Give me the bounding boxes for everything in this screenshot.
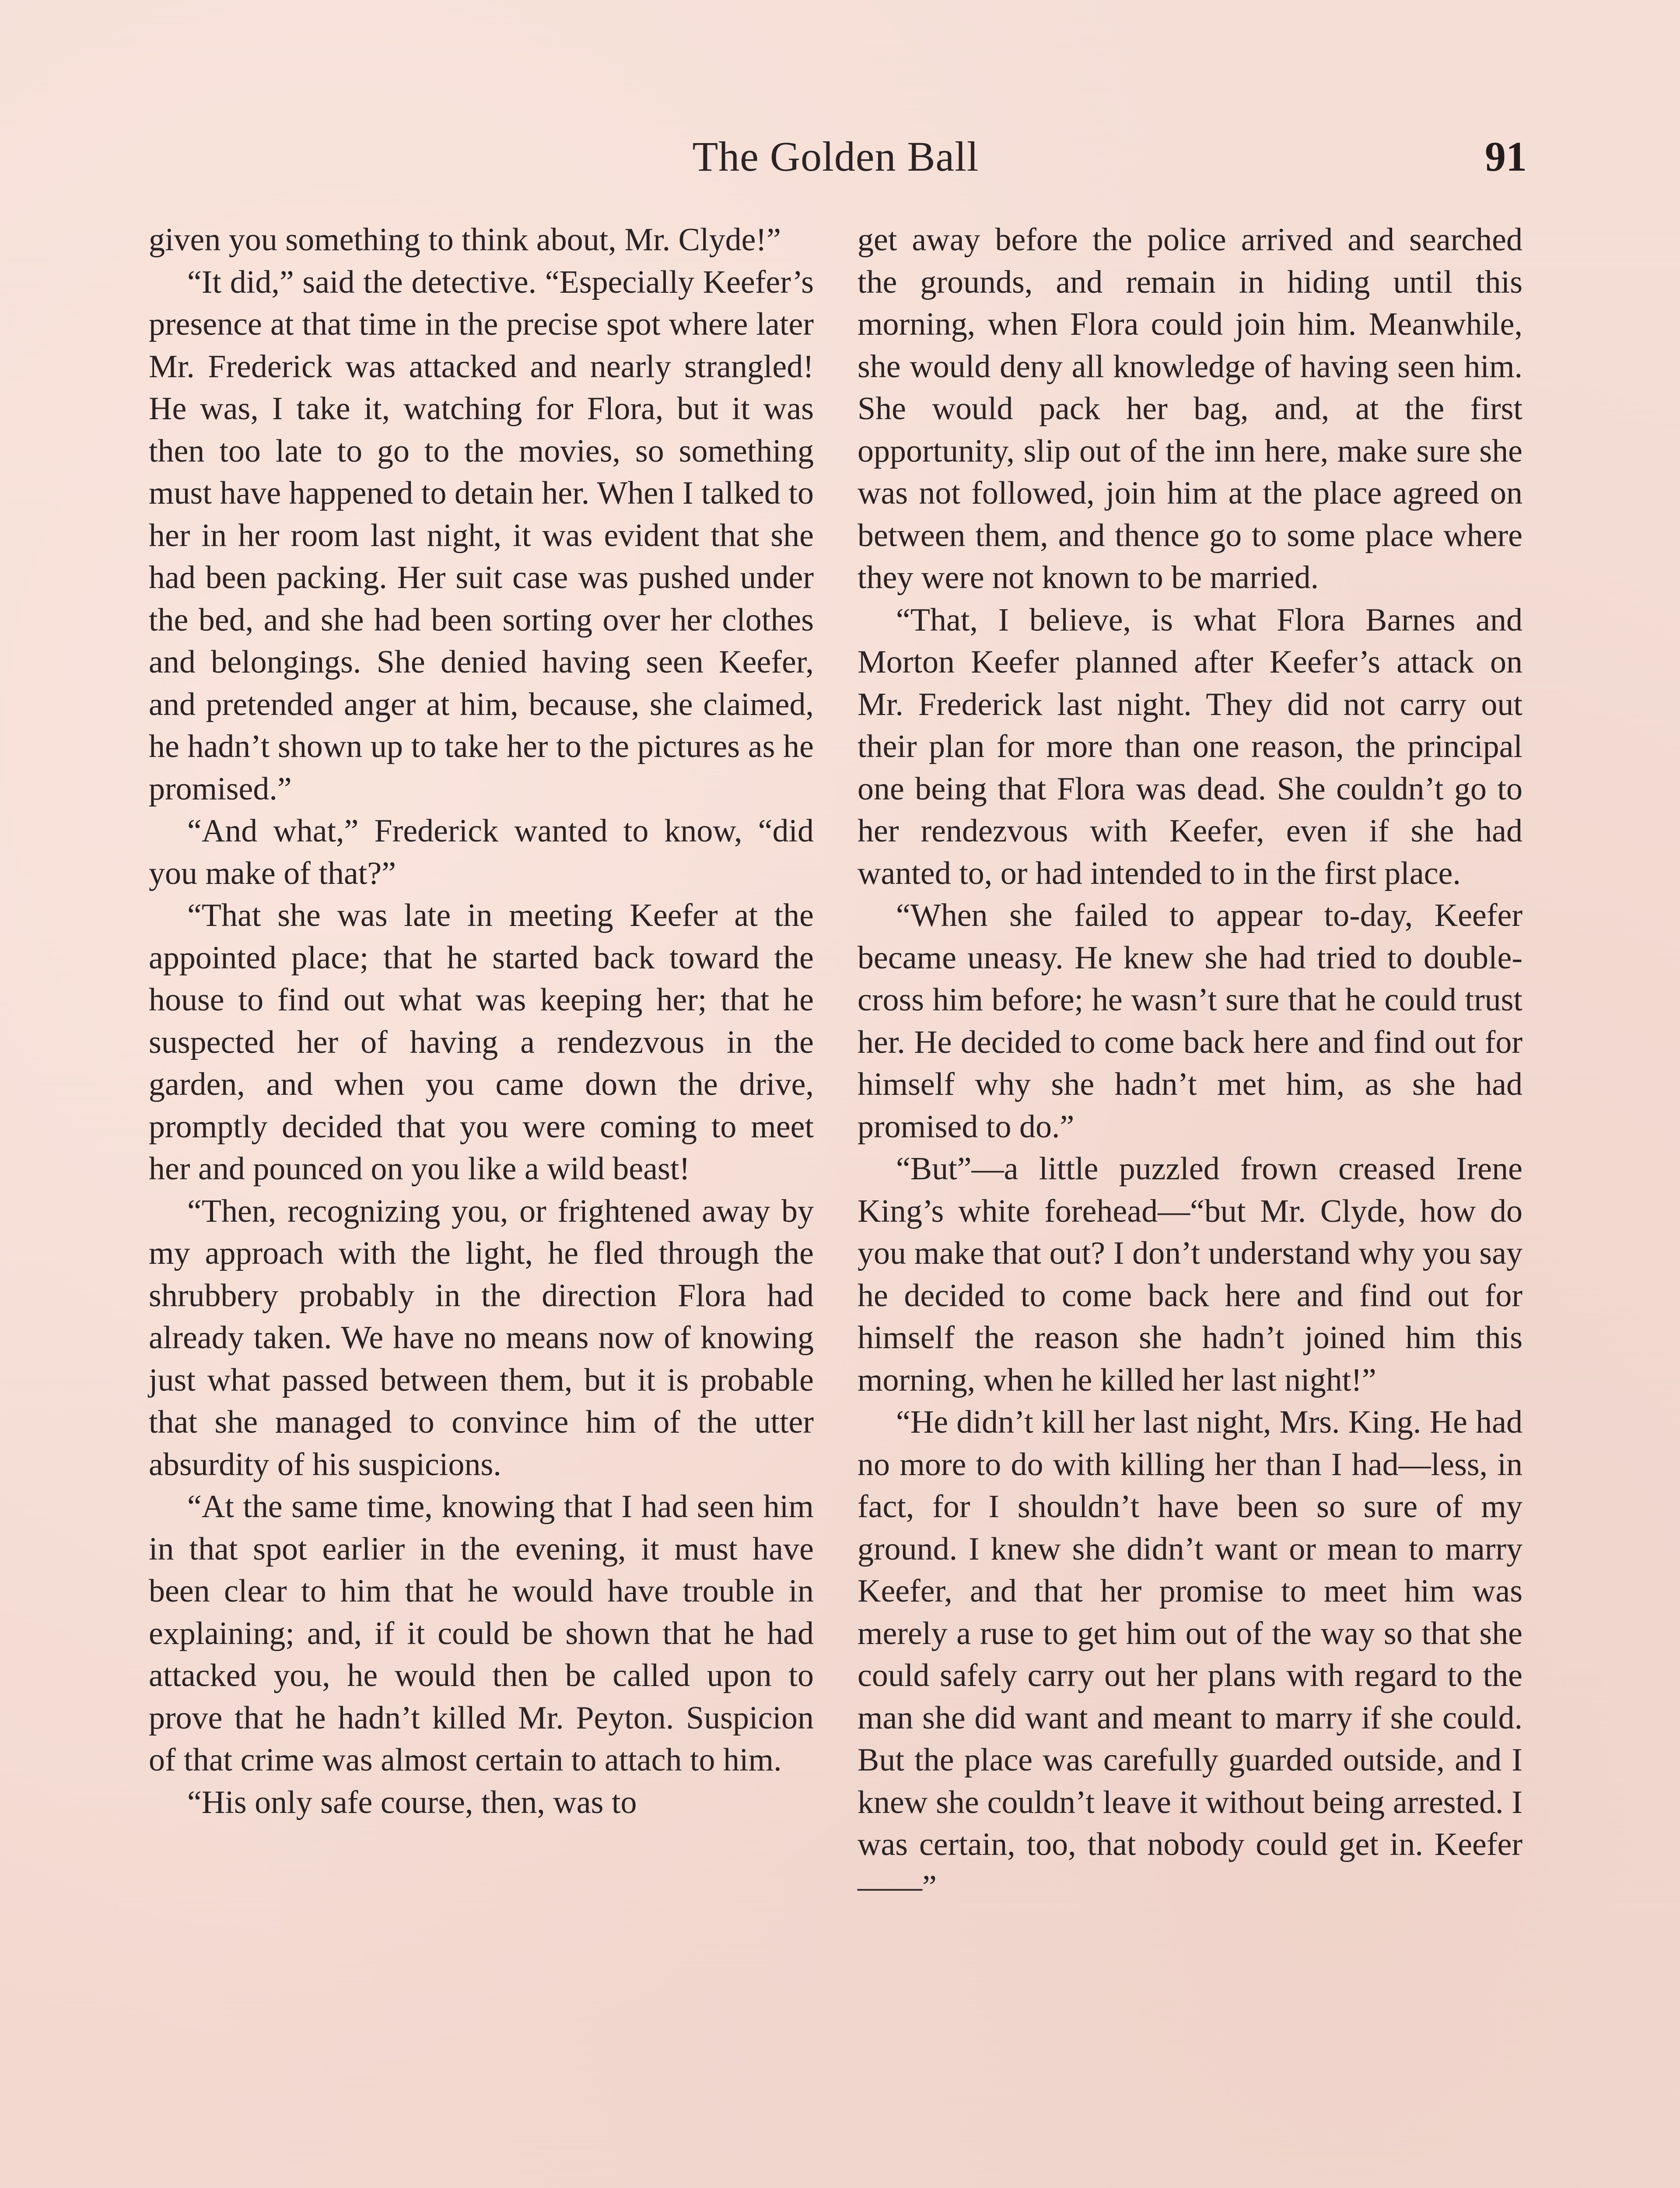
paragraph: “Then, recognizing you, or frightened away by my approach with the light, he fled through the shrubbery probably in the direction Flora had already taken. We have no means now of knowing just what passed between them, but it is probable that she managed to convince him of the utter absurdity of his suspicions. — [149, 1193, 814, 1483]
paragraph: “At the same time, knowing that I had seen him in that spot earlier in the evening, it must have been clear to him that he would have trouble in explaining; and, if it could be shown that he had attacked you, he would then be called upon to prove that he hadn’t killed Mr. Peyton. Suspicion of that crime was almost certain to attach to him. — [149, 1489, 814, 1778]
paragraph: “But”—a little puzzled frown creased Irene King’s white forehead—“but Mr. Clyde, how do you make that out? I don’t understand why you say he decided to come back here and find out for himself the reason she hadn’t joined him this morning, when he killed her last night!” — [858, 1151, 1522, 1398]
left-column — [149, 219, 814, 1823]
paragraph: “That, I believe, is what Flora Barnes and Morton Keefer planned after Keefer’s attack on Mr. Frederick last night. They did not carry out their plan for more than one reason, the principal one being that Flora was dead. She couldn’t go to her rendezvous with Keefer, even if she had wanted to, or had intended to in the first place. — [858, 602, 1522, 891]
paragraph: “When she failed to appear to-day, Keefer became uneasy. He knew she had tried to double-cross him before; he wasn’t sure that he could trust her. He decided to come back here and find out for himself why she hadn’t met him, as she had promised to do.” — [858, 898, 1522, 1145]
paragraph: “That she was late in meeting Keefer at the appointed place; that he started back toward the house to find out what was keeping her; that he suspected her of having a rendezvous in the garden, and when you came down the drive, promptly decided that you were coming to meet her and pounced on you like a wild beast! — [149, 898, 814, 1187]
paragraph: “And what,” Frederick wanted to know, “did you make of that?” — [149, 813, 814, 891]
paragraph: “His only safe course, then, was to — [187, 1784, 637, 1820]
page-number: 91 — [1485, 133, 1527, 180]
paragraph: given you something to think about, Mr. Clyde!” — [149, 222, 781, 258]
paragraph: get away before the police arrived and searched the grounds, and remain in hiding until this morning, when Flora could join him. Meanwhile, she would deny all knowledge of having seen him. She would pack her bag, and, at the first opportunity, slip out of the inn here, make sure she was not followed, join him at the place agreed on between them, and thence go to some place where they were not known to be married. — [858, 222, 1522, 596]
paragraph: “He didn’t kill her last night, Mrs. King. He had no more to do with killing her than I had—less, in fact, for I shouldn’t have been so sure of my ground. I knew she didn’t want or mean to marry Keefer, and that her promise to meet him was merely a ruse to get him out of the way so that she could safely carry out her plans with regard to the man she did want and meant to marry if she could. But the place was carefully guarded outside, and I knew she couldn’t leave it without being arrested. I was certain, too, that nobody could get in. Keefer——” — [858, 1404, 1522, 1905]
running-title: The Golden Ball — [692, 133, 979, 180]
page-header — [144, 130, 1527, 183]
right-column — [858, 219, 1522, 1908]
paragraph: “It did,” said the detective. “Especially Keefer’s presence at that time in the precise spot where later Mr. Frederick was attacked and nearly strangled! He was, I take it, watching for Flora, but it was then too late to go to the movies, so something must have happened to detain her. When I talked to her in her room last night, it was evident that she had been packing. Her suit case was pushed under the bed, and she had been sorting over her clothes and belongings. She denied having seen Keefer, and pretended anger at him, because, she claimed, he hadn’t shown up to take her to the pictures as he promised.” — [149, 264, 814, 807]
